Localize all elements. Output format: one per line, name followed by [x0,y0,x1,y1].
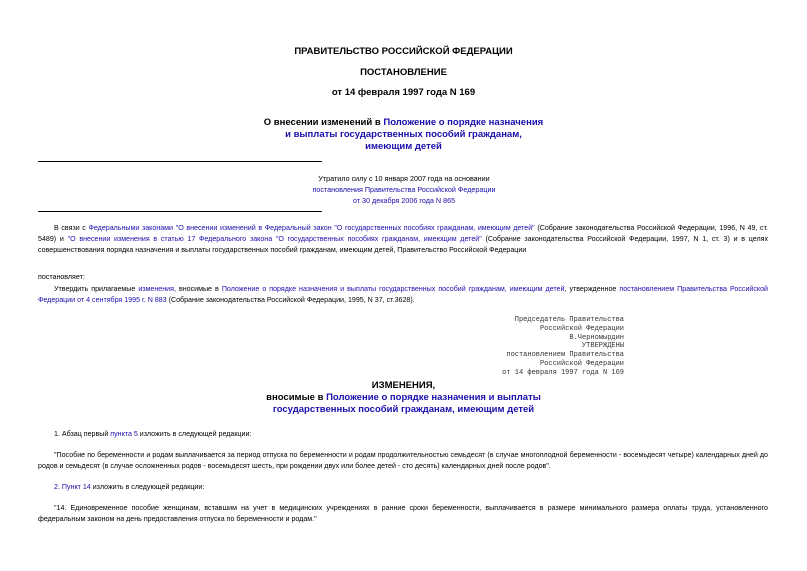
signature-line: от 14 февраля 1997 года N 169 [502,368,624,377]
document-title [0,117,807,153]
title-link-regulation[interactable]: Положение о порядке назначения [383,117,544,128]
title-prefix: О внесении изменений в [263,117,384,128]
item1-text-1: 1. Абзац первый [54,430,111,438]
signature-block [420,316,624,378]
title-link-line3[interactable]: имеющим детей [365,141,442,152]
link-regulation[interactable]: Положение о порядке назначения и выплаты государственных пособий гражданам, имеющим детей [221,285,565,293]
link-changes[interactable]: изменения [138,285,174,293]
link-federal-laws[interactable]: Федеральными законами [88,224,174,232]
signature-line: Председатель Правительства [514,316,624,324]
approve-paragraph [38,284,768,306]
document-type: ПОСТАНОВЛЕНИЕ [360,67,447,78]
title-link-line2[interactable]: и выплаты государственных пособий гражданам, [285,129,522,140]
signature-line: УТВЕРЖДЕНЫ [581,342,624,351]
intro-text-4: (Собрание законодательства Российской Федерации, 1997, N 1, ст. 3) и в целях совершенствования порядка назначения и выплаты государственных пособий гражданам, имеющим детей, Правительство Российской Федерации [38,235,768,254]
signature-line: В.Черномырдин [569,333,624,342]
status-link-resolution[interactable]: постановления Правительства Российской Федерации [312,185,496,194]
intro-paragraph [38,223,768,256]
link-law-amendments[interactable]: "О внесении изменений в Федеральный закон "О государственных пособиях гражданам, имеющим детей" [175,224,535,232]
signature-line: Российской Федерации [539,324,624,333]
divider-bottom [38,211,322,212]
quote-2: "14. Единовременное пособие женщинам, вставшим на учет в медицинских учреждениях в ранние сроки беременности, выплачивается в размере минимального размера оплаты труда, установленного федеральным законом на день предоставления отпуска по беременности и родам." [38,504,768,523]
decrees-label: постановляет: [38,273,85,281]
status-link-date[interactable]: от 30 декабря 2006 года N 865 [352,196,456,205]
approve-text-2: , вносимые в [173,285,222,293]
link-point-5[interactable]: пункта 5 [110,430,138,438]
status-line1: Утратило силу с 10 января 2007 года на основании [318,174,490,183]
item1-text-2: изложить в следующей редакции: [137,430,252,438]
item-2 [54,482,754,493]
link-point-14[interactable]: 2. Пункт 14 [54,483,91,491]
changes-heading [0,380,807,416]
document-date-number: от 14 февраля 1997 года N 169 [331,87,476,98]
signature-line: Российской Федерации [539,359,624,368]
changes-title: ИЗМЕНЕНИЯ, [371,380,436,391]
link-law-article17[interactable]: "О внесении изменения в статью 17 Федерального закона "О государственных пособиях гражданам, имеющим детей" [67,235,482,243]
item-1 [54,429,754,440]
government-heading: ПРАВИТЕЛЬСТВО РОССИЙСКОЙ ФЕДЕРАЦИИ [294,46,513,57]
changes-prefix: вносимые в [266,392,327,403]
approve-text-3: , утвержденное [564,285,620,293]
intro-text-1: В связи с [54,224,89,232]
changes-link-regulation[interactable]: Положение о порядке назначения и выплаты [326,392,541,403]
item2-text-1: изложить в следующей редакции: [90,483,205,491]
changes-link-line2[interactable]: государственных пособий гражданам, имеющим детей [272,404,535,415]
intro-text-3: (Собрание законодательства Российской Федерации, 1996, N 49, ст. 5489) и [38,224,769,243]
signature-line: постановлением Правительства [506,351,624,360]
divider-top [38,161,322,162]
approve-text-4: (Собрание законодательства Российской Федерации, 1995, N 37, ст.3628). [166,296,415,304]
link-resolution-883[interactable]: постановлением Правительства Российской Федерации от 4 сентября 1995 г. N 883 [38,285,769,304]
approve-text-1: Утвердить прилагаемые [54,285,139,293]
status-note [224,173,584,206]
quote-1: "Пособие по беременности и родам выплачивается за период отпуска по беременности и родам продолжительностью семьдесят (в случае многоплодной беременности - восемьдесят четыре) календарных дней до родов и семьдесят (в случае осложненных родов - восемьдесят шесть, при рождении двух или более детей - сто десять) календарных дней после родов". [38,451,768,470]
